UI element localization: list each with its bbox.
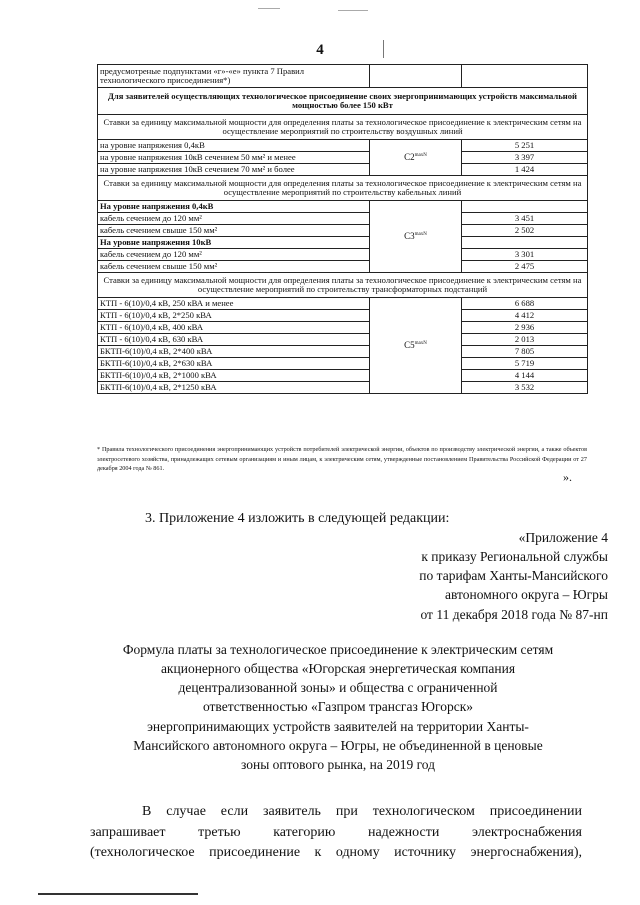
row-value: 2 013 <box>462 334 588 346</box>
row-label: на уровне напряжения 10кВ сечением 50 мм² и менее <box>98 152 370 164</box>
row-label: кабель сечением свыше 150 мм² <box>98 225 370 237</box>
rate-code <box>370 201 462 273</box>
row-label: кабель сечением до 120 мм² <box>98 213 370 225</box>
row-label: кабель сечением до 120 мм² <box>98 249 370 261</box>
table-row <box>98 213 588 225</box>
table-row <box>98 249 588 261</box>
body-line: (технологическое присоединение к одному источнику энергоснабжения), <box>90 845 582 861</box>
body-line: запрашивает третью категорию надежности электроснабжения <box>90 824 582 840</box>
close-quote: ». <box>563 470 572 484</box>
row-value: 7 805 <box>462 346 588 358</box>
row-label: БКТП-6(10)/0,4 кВ, 2*1250 кВА <box>98 382 370 394</box>
rate-code-label: С5 <box>404 339 415 350</box>
formula-title-line: Мансийского автономного округа – Югры, не объединенной в ценовые <box>133 737 543 753</box>
table-row <box>98 152 588 164</box>
scan-mark <box>38 893 198 895</box>
rate-code-label: С2 <box>404 151 415 162</box>
table-row <box>98 140 588 152</box>
table-row <box>98 261 588 273</box>
table-row <box>98 346 588 358</box>
row-label: БКТП-6(10)/0,4 кВ, 2*1000 кВА <box>98 370 370 382</box>
table-header: Для заявителей осуществляющих технологическое присоединение своих энергопринимающих устройств максимальной мощностью более 150 кВт <box>98 88 588 115</box>
row-value: 4 144 <box>462 370 588 382</box>
rate-code <box>370 298 462 394</box>
row-label: КТП - 6(10)/0,4 кВ, 400 кВА <box>98 322 370 334</box>
table-cell-empty <box>462 65 588 88</box>
row-label: БКТП-6(10)/0,4 кВ, 2*630 кВА <box>98 358 370 370</box>
row-value: 1 424 <box>462 164 588 176</box>
row-value: 3 301 <box>462 249 588 261</box>
appendix-block <box>348 528 608 624</box>
rates-table <box>97 64 588 394</box>
row-value: 4 412 <box>462 310 588 322</box>
row-value: 5 719 <box>462 358 588 370</box>
body-line: В случае если заявитель при технологическом присоединении <box>142 804 582 819</box>
table-row <box>98 358 588 370</box>
body-paragraph <box>90 802 582 864</box>
scan-mark <box>338 10 368 11</box>
table-row <box>98 298 588 310</box>
row-label: На уровне напряжения 10кВ <box>98 237 370 249</box>
row-label: кабель сечением свыше 150 мм² <box>98 261 370 273</box>
appendix-line: по тарифам Ханты-Мансийского <box>419 568 608 584</box>
row-value <box>462 201 588 213</box>
table-row <box>98 237 588 249</box>
section-title: Ставки за единицу максимальной мощности для определения платы за технологическое присоединение к электрическим сетям на осуществление мероприятий по строительству воздушных линий <box>98 115 588 140</box>
table-cell-empty <box>370 65 462 88</box>
table-row <box>98 310 588 322</box>
row-label: КТП - 6(10)/0,4 кВ, 630 кВА <box>98 334 370 346</box>
section-heading: 3. Приложение 4 изложить в следующей редакции: <box>145 511 450 526</box>
row-value: 3 397 <box>462 152 588 164</box>
formula-title-line: ответственностью «Газпром трансгаз Югорск» <box>202 699 474 715</box>
row-value: 6 688 <box>462 298 588 310</box>
formula-title <box>88 640 588 774</box>
appendix-line: автономного округа – Югры <box>445 587 608 603</box>
formula-title-line: Формула платы за технологическое присоединение к электрическим сетям <box>122 642 554 657</box>
row-label: КТП - 6(10)/0,4 кВ, 250 кВА и менее <box>98 298 370 310</box>
table-row <box>98 164 588 176</box>
section-title: Ставки за единицу максимальной мощности для определения платы за технологическое присоединение к электрическим сетям на осуществление мероприятий по строительству трансформаторных подстанций <box>98 273 588 298</box>
table-row <box>98 201 588 213</box>
formula-title-line: децентрализованной зоны» и общества с ограниченной <box>178 680 498 696</box>
table-row <box>98 334 588 346</box>
section-title: Ставки за единицу максимальной мощности для определения платы за технологическое присоединение к электрическим сетям на осуществление мероприятий по строительству кабельных линий <box>98 176 588 201</box>
row-value: 3 532 <box>462 382 588 394</box>
footnote: * Правила технологического присоединения энергопринимающих устройств потребителей электрической энергии, объектов по производству электрической энергии, а также объектов электросетевого хозяйства, принадлежащих сетевым организациям и иным лицам, к электрическим сетям, утвержденные постановлением Правительства Российской Федерации от 27 декабря 2004 года № 861. <box>97 446 587 473</box>
rate-code-label: С3 <box>404 230 415 241</box>
table-intro-text: предусмотреные подпунктами «г»-«е» пункта 7 Правил технологического присоединения*) <box>98 65 370 88</box>
table-row <box>98 322 588 334</box>
rate-code-superscript: maxN <box>414 340 427 346</box>
appendix-line: от 11 декабря 2018 года № 87-нп <box>420 606 608 622</box>
appendix-line: «Приложение 4 <box>518 530 608 545</box>
row-value: 2 475 <box>462 261 588 273</box>
row-value: 2 502 <box>462 225 588 237</box>
appendix-line: к приказу Региональной службы <box>421 549 608 565</box>
scan-mark <box>383 40 384 58</box>
row-label: на уровне напряжения 0,4кВ <box>98 140 370 152</box>
rate-code-superscript: maxN <box>414 231 427 237</box>
row-label: БКТП-6(10)/0,4 кВ, 2*400 кВА <box>98 346 370 358</box>
rate-code-superscript: maxN <box>414 152 427 158</box>
scan-mark <box>258 8 280 9</box>
formula-title-line: энергопринимающих устройств заявителей на территории Ханты- <box>147 718 529 734</box>
row-value: 5 251 <box>462 140 588 152</box>
table-row <box>98 370 588 382</box>
row-value: 2 936 <box>462 322 588 334</box>
row-label: КТП - 6(10)/0,4 кВ, 2*250 кВА <box>98 310 370 322</box>
row-label: на уровне напряжения 10кВ сечением 70 мм² и более <box>98 164 370 176</box>
page-number: 4 <box>316 42 324 58</box>
formula-title-line: акционерного общества «Югорская энергетическая компания <box>160 661 516 677</box>
table-row <box>98 225 588 237</box>
row-value <box>462 237 588 249</box>
row-value: 3 451 <box>462 213 588 225</box>
rate-code <box>370 140 462 176</box>
table-row <box>98 382 588 394</box>
formula-title-line: зоны оптового рынка, на 2019 год <box>240 756 436 772</box>
row-label: На уровне напряжения 0,4кВ <box>98 201 370 213</box>
